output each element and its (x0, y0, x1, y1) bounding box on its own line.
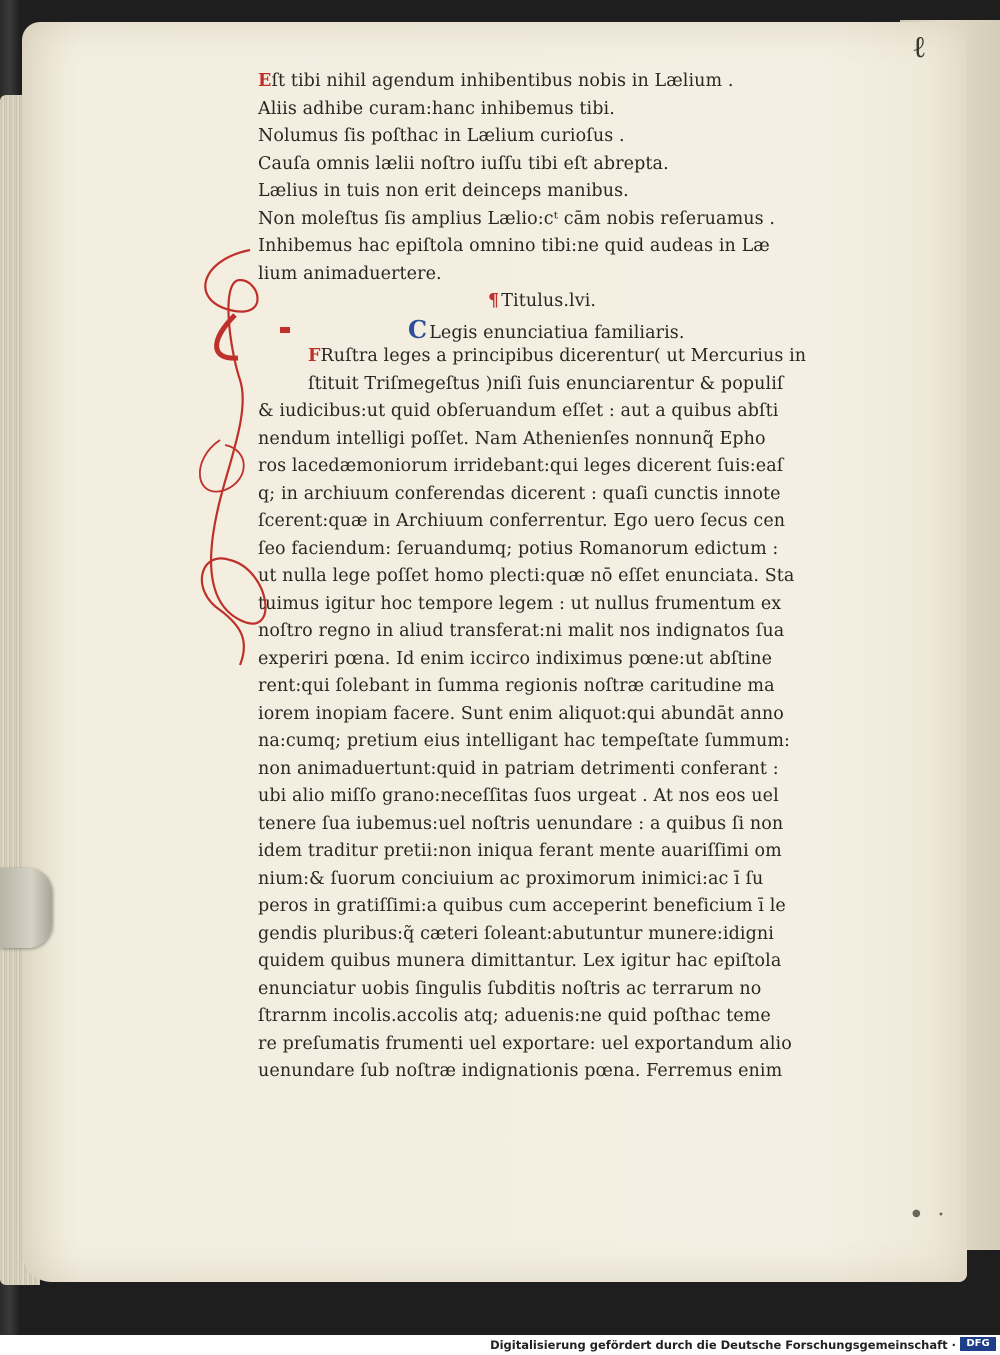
body-line (258, 646, 898, 674)
top-line (258, 96, 898, 124)
body-line-text: q; in archiuum conferendas dicerent : quaſi cunctis innote (258, 483, 781, 504)
body-line-text: noſtro regno in aliud transferat:ni malit nos indignatos ſua (258, 621, 785, 641)
top-line (258, 206, 898, 234)
body-line-text: gendis pluribus:q̃ cæteri ſoleant:abutuntur munere:idigni (258, 923, 774, 944)
red-initial: E (258, 71, 272, 91)
chapter-title-text: Titulus.lvi. (501, 291, 597, 311)
body-line-text: rent:qui ſolebant in ſumma regionis noſtræ caritudine ma (258, 676, 775, 696)
body-line-text: re preſumatis frumenti uel exportare: uel exportandum alio (258, 1033, 792, 1054)
body-line (258, 1003, 898, 1031)
top-line-text: Inhibemus hac epiſtola omnino tibi:ne quid audeas in Læ (258, 236, 770, 256)
body-line (258, 618, 898, 646)
body-line (258, 371, 898, 399)
body-line-text: ſtrarnm incolis.accolis atq; aduenis:ne quid poſthac teme (258, 1006, 771, 1026)
body-line (258, 838, 898, 866)
body-line (258, 976, 898, 1004)
body-line (258, 921, 898, 949)
body-line (258, 453, 898, 481)
body-line-text: enunciatur uobis ſingulis ſubditis noſtris ac terrarum no (258, 978, 762, 999)
body-line (258, 701, 898, 729)
body-line-text: ros lacedæmoniorum irridebant:qui leges dicerent ſuis:eaſ (258, 456, 784, 476)
body-line-text: tuimus igitur hoc tempore legem : ut nullus frumentum ex (258, 593, 782, 614)
top-line-text: Lælius in tuis non erit deinceps manibus. (258, 181, 629, 201)
body-line-text: quidem quibus munera dimittantur. Lex igitur hac epiſtola (258, 951, 782, 971)
top-line (258, 123, 898, 151)
body-line (258, 811, 898, 839)
dfg-logo: DFG (960, 1337, 996, 1351)
body-line-text: ſtituit Triſmegeſtus )niſi ſuis enunciarentur & populiſ (308, 373, 784, 394)
top-line (258, 233, 898, 261)
body-line-text: iorem inopiam facere. Sunt enim aliquot:qui abundāt anno (258, 703, 784, 724)
top-line-text: Non moleſtus ſis amplius Lælio:cᵗ cām nobis reſeruamus . (258, 208, 776, 229)
top-line-text: ſt tibi nihil agendum inhibentibus nobis in Lælium . (271, 71, 734, 91)
body-line-text: ſcerent:quæ in Archiuum conferrentur. Ego uero ſecus cen (258, 511, 786, 531)
page-text (258, 68, 898, 1086)
stain-spot: ● (912, 1208, 921, 1219)
top-line-text: lium animaduertere. (258, 263, 442, 284)
body-line-text: uenundare ſub noſtræ indignationis pœna. Ferremus enim (258, 1061, 783, 1081)
body-line-text: idem traditur pretii:non iniqua ferant mente auariſſimi om (258, 841, 782, 861)
body-line-text: ut nulla lege poſſet homo plecti:quæ nō eſſet enunciata. Sta (258, 566, 795, 586)
top-line (258, 151, 898, 179)
body-line (258, 536, 898, 564)
chapter-subtitle-text: Legis enunciatiua familiaris. (429, 322, 685, 343)
body-line (258, 866, 898, 894)
body-line (258, 728, 898, 756)
body-line-text: & iudicibus:ut quid obſeruandum eſſet : aut a quibus abſti (258, 401, 779, 421)
stain-spot: • (938, 1210, 944, 1221)
body-line (258, 563, 898, 591)
corner-mark: ℓ (912, 30, 927, 65)
body-line (258, 673, 898, 701)
body-line (258, 398, 898, 426)
top-line (258, 261, 898, 289)
body-line-text: ſeo faciendum: ſeruandumq; potius Romanorum edictum : (258, 538, 779, 559)
body-line-text: ubi alio miſſo grano:neceſſitas ſuos urgeat . At nos eos uel (258, 786, 779, 806)
body-line (258, 1031, 898, 1059)
body-line (258, 783, 898, 811)
body-line (258, 508, 898, 536)
body-line-text: nium:& ſuorum conciuium ac proximorum inimici:ac ī ſu (258, 868, 764, 889)
body-line (258, 1058, 898, 1086)
top-line-text: Cauſa omnis lælii noſtro iuſſu tibi eſt abrepta. (258, 153, 669, 174)
body-line-text: peros in gratiſſimi:a quibus cum acceperint beneficium ī le (258, 896, 786, 916)
page-clip (0, 868, 52, 948)
body-line (258, 756, 898, 784)
chapter-title: ¶ Titulus.lvi. (488, 291, 597, 311)
footer-credit: Digitalisierung gefördert durch die Deutsche Forschungsgemeinschaft · (490, 1338, 956, 1352)
body-line (258, 591, 898, 619)
body-line-text: na:cumq; pretium eius intelligant hac tempeſtate ſummum: (258, 731, 791, 751)
body-line (258, 893, 898, 921)
top-line-text: Nolumus ſis poſthac in Lælium curioſus . (258, 126, 625, 146)
top-line (258, 68, 898, 96)
body-line (258, 948, 898, 976)
body-line-text: non animaduertunt:quid in patriam detrimenti conferant : (258, 758, 779, 779)
body-line-text: experiri pœna. Id enim iccirco indiximus pœne:ut abſtine (258, 648, 773, 669)
top-line (258, 178, 898, 206)
body-line-text: tenere ſua iubemus:uel noſtris uenundare : a quibus ſi non (258, 813, 784, 834)
chapter-subtitle: C Legis enunciatiua familiaris. (408, 314, 685, 344)
body-line-text: Ruſtra leges a principibus dicerentur( ut Mercurius in (320, 346, 807, 366)
body-line (258, 481, 898, 509)
body-line: FRuſtra leges a principibus dicerentur( ut Mercurius in (308, 346, 807, 366)
body-line-text: nendum intelligi poſſet. Nam Athenienſes nonnunq̃ Epho (258, 428, 766, 449)
body-line (258, 426, 898, 454)
top-line-text: Aliis adhibe curam:hanc inhibemus tibi. (258, 98, 615, 119)
